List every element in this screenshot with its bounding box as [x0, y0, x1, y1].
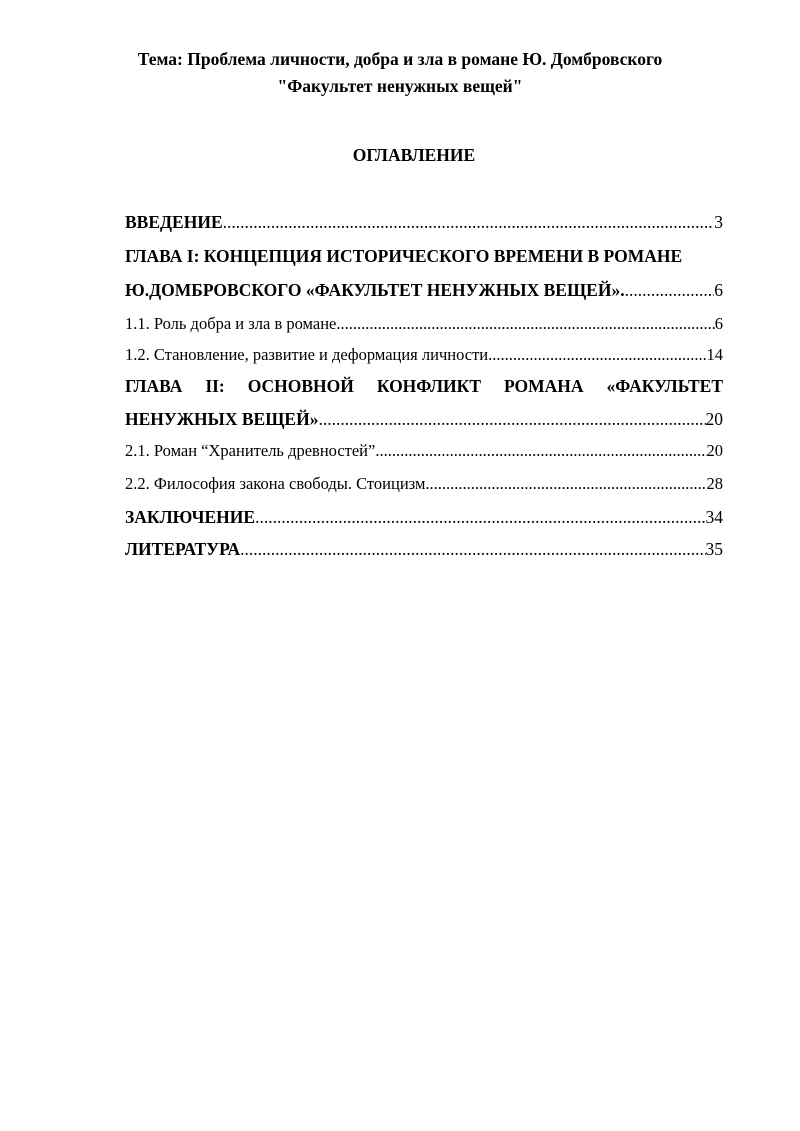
dot-leader — [240, 539, 705, 560]
toc-entry-conclusion[interactable] — [125, 507, 723, 528]
toc-entry-label: 1.1. Роль добра и зла в романе — [125, 314, 337, 333]
toc-page-number: 20 — [705, 409, 723, 429]
toc-entry-chapter1-line1[interactable] — [125, 246, 723, 267]
toc-entry-section-1-2[interactable] — [125, 345, 723, 365]
toc-page-number: 20 — [706, 441, 723, 460]
toc-page-number: 34 — [705, 507, 723, 527]
toc-entry-label: ЛИТЕРАТУРА — [125, 539, 241, 559]
dot-leader — [318, 409, 705, 430]
toc-entry-section-1-1[interactable] — [125, 314, 723, 334]
toc-page-number: 6 — [714, 314, 723, 333]
toc-page-number: 6 — [714, 280, 723, 300]
toc-word: II: — [205, 376, 225, 396]
toc-page-number: 3 — [714, 212, 723, 232]
toc-entry-label: ГЛАВА I: КОНЦЕПЦИЯ ИСТОРИЧЕСКОГО ВРЕМЕНИ В РОМАНЕ — [125, 246, 683, 266]
toc-word: РОМАНА — [503, 376, 584, 396]
table-of-contents — [125, 0, 723, 600]
toc-heading: ОГЛАВЛЕНИЕ — [352, 145, 476, 165]
dot-leader — [223, 212, 715, 233]
topic-line-2: "Факультет ненужных вещей" — [277, 76, 523, 96]
toc-entry-label: ЗАКЛЮЧЕНИЕ — [125, 507, 256, 527]
toc-entry-section-2-2[interactable] — [125, 474, 723, 494]
toc-entry-label: 1.2. Становление, развитие и деформация личности — [125, 345, 489, 364]
dot-leader — [379, 441, 706, 461]
dot-leader — [336, 314, 714, 334]
toc-entry-section-2-1[interactable] — [125, 441, 723, 461]
toc-word: КОНФЛИКТ — [376, 376, 482, 396]
toc-entry-chapter2-line2[interactable] — [125, 409, 723, 430]
toc-entry-literature[interactable] — [125, 539, 723, 560]
dot-leader — [425, 474, 706, 494]
toc-word: «ФАКУЛЬТЕТ — [606, 376, 723, 396]
dot-leader — [488, 345, 706, 365]
toc-entry-chapter1-line2[interactable] — [125, 280, 723, 301]
toc-entry-label: 2.1. Роман “Хранитель древностей”. — [125, 441, 380, 460]
toc-word: ОСНОВНОЙ — [247, 376, 354, 396]
toc-entry-chapter2-line1[interactable] — [125, 376, 723, 397]
dot-leader — [625, 280, 715, 301]
toc-entry-introduction[interactable] — [125, 212, 723, 233]
topic-line-1: Тема: Проблема личности, добра и зла в романе Ю. Домбровского — [137, 49, 663, 69]
toc-page-number: 35 — [705, 539, 723, 559]
dot-leader — [255, 507, 705, 528]
toc-page-number: 14 — [706, 345, 723, 364]
toc-entry-label: 2.2. Философия закона свободы. Стоицизм — [125, 474, 426, 493]
toc-page-number: 28 — [706, 474, 723, 493]
toc-entry-label: ВВЕДЕНИЕ — [125, 212, 223, 232]
toc-entry-label: Ю.ДОМБРОВСКОГО «ФАКУЛЬТЕТ НЕНУЖНЫХ ВЕЩЕЙ». — [125, 280, 625, 300]
toc-word: ГЛАВА — [125, 376, 183, 396]
toc-entry-label: НЕНУЖНЫХ ВЕЩЕЙ» — [125, 409, 319, 429]
